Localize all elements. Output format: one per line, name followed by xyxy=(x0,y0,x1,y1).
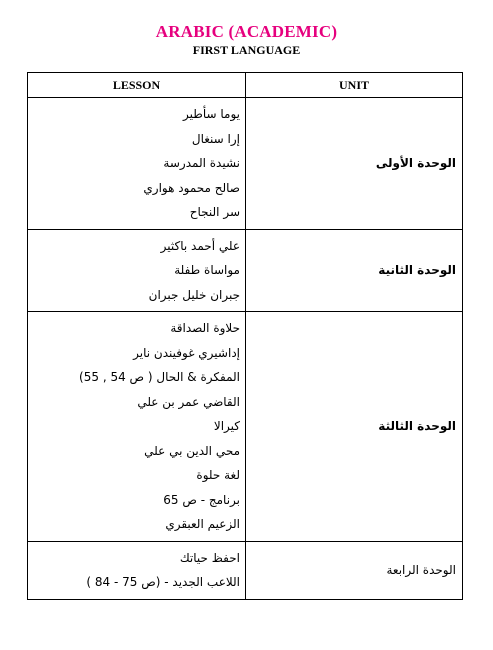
lesson-item: إرا سنغال xyxy=(191,131,240,146)
lesson-item: مواساة طفلة xyxy=(174,263,240,277)
lesson-cell xyxy=(28,98,246,230)
unit-cell: الوحدة الثانية xyxy=(246,229,463,312)
lesson-cell xyxy=(28,312,246,542)
lesson-column-header: LESSON xyxy=(28,73,246,98)
unit-cell: الوحدة الأولى xyxy=(246,98,463,230)
table-row xyxy=(28,312,463,542)
lesson-item: اللاعب الجديد - (ص 75 - 84 ) xyxy=(86,575,240,589)
lesson-cell xyxy=(28,541,246,599)
unit-column-header: UNIT xyxy=(246,73,463,98)
lesson-item: الزعيم العبقري xyxy=(165,517,240,531)
lesson-item: محي الدين بي علي xyxy=(144,443,240,458)
table-row xyxy=(28,541,463,599)
unit-cell: الوحدة الرابعة xyxy=(246,541,463,599)
lesson-item: نشيدة المدرسة xyxy=(163,156,240,170)
lesson-item: كيرالا xyxy=(213,419,240,433)
syllabus-table xyxy=(27,72,463,600)
unit-cell: الوحدة الثالثة xyxy=(246,312,463,542)
lesson-item: برنامج - ص 65 xyxy=(163,492,240,507)
lesson-item: المفكرة & الحال ( ص 54 , 55) xyxy=(79,370,240,384)
lesson-item: صالح محمود هواري xyxy=(143,180,240,195)
lesson-cell xyxy=(28,229,246,312)
lesson-item: سر النجاح xyxy=(189,205,240,219)
lesson-item: حلاوة الصداقة xyxy=(170,321,240,335)
lesson-item: القاضي عمر بن علي xyxy=(137,394,240,409)
page-title: ARABIC (ACADEMIC) xyxy=(155,22,338,41)
table-row xyxy=(28,98,463,230)
page-subtitle: FIRST LANGUAGE xyxy=(192,43,301,57)
table-row xyxy=(28,229,463,312)
lesson-item: يوما سأطير xyxy=(183,107,240,121)
table-header-row xyxy=(28,73,463,98)
lesson-item: احفظ حياتك xyxy=(179,550,240,565)
lesson-item: جبران خليل جبران xyxy=(148,287,240,302)
lesson-item: إداشيري غوفيندن ناير xyxy=(133,345,240,360)
lesson-item: لغة حلوة xyxy=(196,468,240,482)
lesson-item: علي أحمد باكثير xyxy=(160,238,240,253)
